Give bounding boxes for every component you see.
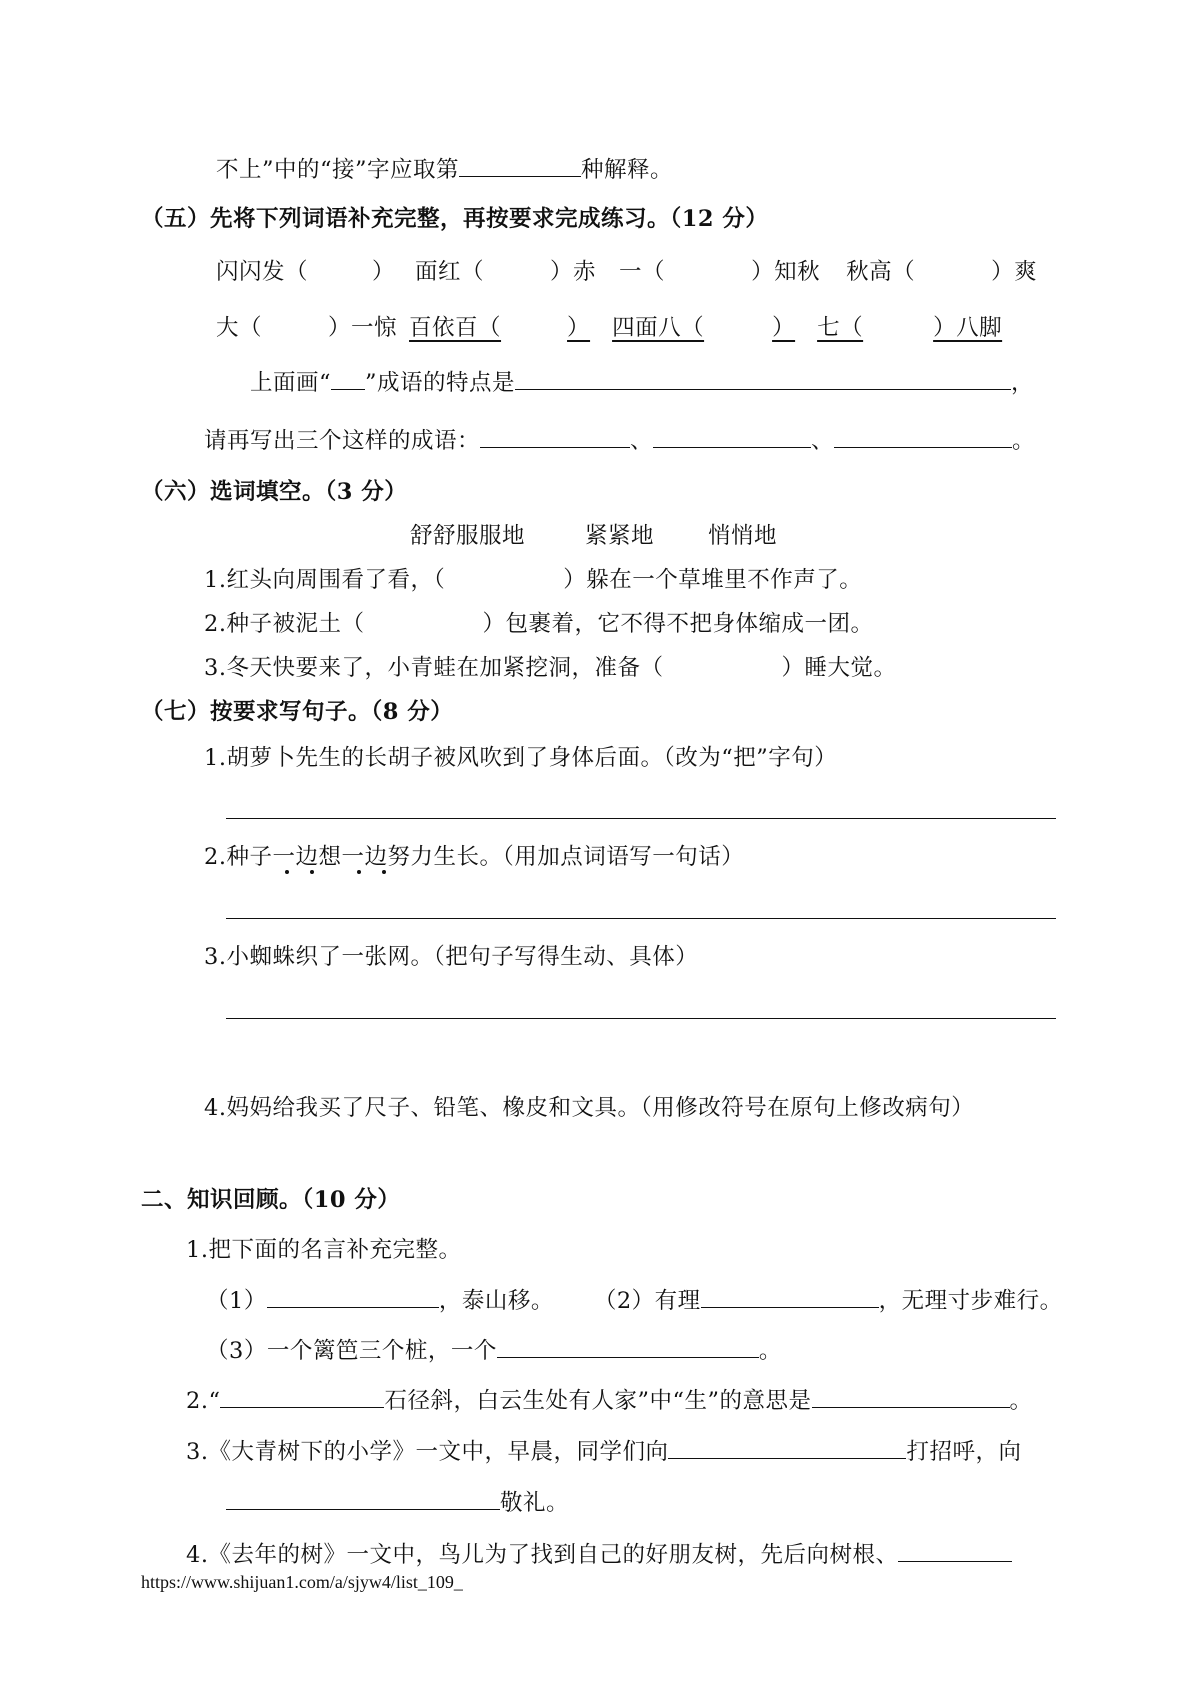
word-option: 舒舒服服地 (410, 523, 526, 549)
answer-blank[interactable] (668, 1436, 906, 1459)
section-5-title: （五）先将下列词语补充完整，再按要求完成练习。（12 分） (141, 206, 769, 232)
emphasis-dot (310, 870, 314, 874)
answer-blank[interactable] (812, 1385, 1010, 1408)
proverb-line-1: （1） ，泰山移。 （2）有理 ，无理寸步难行。 (206, 1285, 1063, 1316)
fill-item-2: 2.种子被泥土（ ）包裹着，它不得不把身体缩成一团。 (204, 611, 874, 637)
section-7-title: （七）按要求写句子。（8 分） (141, 699, 454, 725)
knowledge-q3: 3.《大青树下的小学》一文中，早晨，同学们向 打招呼，向 (186, 1436, 1021, 1467)
answer-blank[interactable] (267, 1285, 439, 1308)
answer-blank[interactable] (653, 425, 811, 448)
answer-blank[interactable] (220, 1385, 384, 1408)
proverb-line-2: （3）一个篱笆三个桩，一个 。 (206, 1335, 782, 1366)
knowledge-q1: 1.把下面的名言补充完整。 (186, 1237, 462, 1263)
answer-blank[interactable] (226, 1487, 500, 1510)
idiom-feature-line: 上面画“ ”成语的特点是 ， (250, 367, 1034, 398)
idiom-row-2: 大（ ）一惊 百依百（ ） 四面八（ ） 七（ ）八脚 (216, 315, 1003, 341)
knowledge-q3-cont: 敬礼。 (226, 1487, 569, 1518)
answer-blank[interactable] (515, 367, 1011, 390)
knowledge-q2: 2.“ 石径斜，白云生处有人家”中“生”的意思是 。 (186, 1385, 1033, 1416)
fill-item-3: 3.冬天快要来了，小青蛙在加紧挖洞，准备（ ）睡大觉。 (204, 655, 897, 681)
sentence-task-3: 3.小蜘蛛织了一张网。（把句子写得生动、具体） (204, 944, 699, 970)
section-6-title: （六）选词填空。（3 分） (141, 479, 408, 505)
word-option: 紧紧地 (585, 523, 655, 549)
q4-tail-line: 不上”中的“接”字应取第 种解释。 (216, 154, 673, 185)
word-option: 悄悄地 (708, 523, 778, 549)
underlined-idiom: 百依百（ ） (409, 315, 591, 341)
idiom-row-1: 闪闪发（ ） 面红（ ）赤 一（ ）知秋 秋高（ ）爽 (216, 259, 1038, 285)
sentence-task-4: 4.妈妈给我买了尺子、铅笔、橡皮和文具。（用修改符号在原句上修改病句） (204, 1095, 975, 1121)
answer-blank[interactable] (497, 1335, 759, 1358)
answer-blank[interactable] (459, 154, 581, 177)
answer-blank[interactable] (834, 425, 1012, 448)
idiom-write-line: 请再写出三个这样的成语： 、 、 。 (204, 425, 1035, 456)
answer-blank[interactable] (701, 1285, 879, 1308)
answer-line[interactable] (226, 918, 1056, 919)
emphasis-dot (382, 870, 386, 874)
part-2-title: 二、知识回顾。（10 分） (141, 1187, 401, 1213)
footer-url[interactable]: https://www.shijuan1.com/a/sjyw4/list_109_ (141, 1572, 463, 1592)
emphasis-dot (357, 870, 361, 874)
word-options (410, 521, 777, 551)
answer-blank[interactable] (480, 425, 630, 448)
answer-line[interactable] (226, 818, 1056, 819)
underlined-idiom: 四面八（ ） (612, 315, 796, 341)
knowledge-q4: 4.《去年的树》一文中，鸟儿为了找到自己的好朋友树，先后向树根、 (186, 1539, 1012, 1570)
emphasis-dot (285, 870, 289, 874)
underlined-idiom: 七（ ）八脚 (817, 315, 1003, 341)
sentence-task-2: 2.种子一边想一边努力生长。（用加点词语写一句话） (204, 844, 745, 870)
underline-sample (331, 371, 365, 390)
sentence-task-1: 1.胡萝卜先生的长胡子被风吹到了身体后面。（改为“把”字句） (204, 745, 838, 771)
answer-line[interactable] (226, 1018, 1056, 1019)
fill-item-1: 1.红头向周围看了看，（ ）躲在一个草堆里不作声了。 (204, 567, 863, 593)
answer-blank[interactable] (898, 1539, 1012, 1562)
